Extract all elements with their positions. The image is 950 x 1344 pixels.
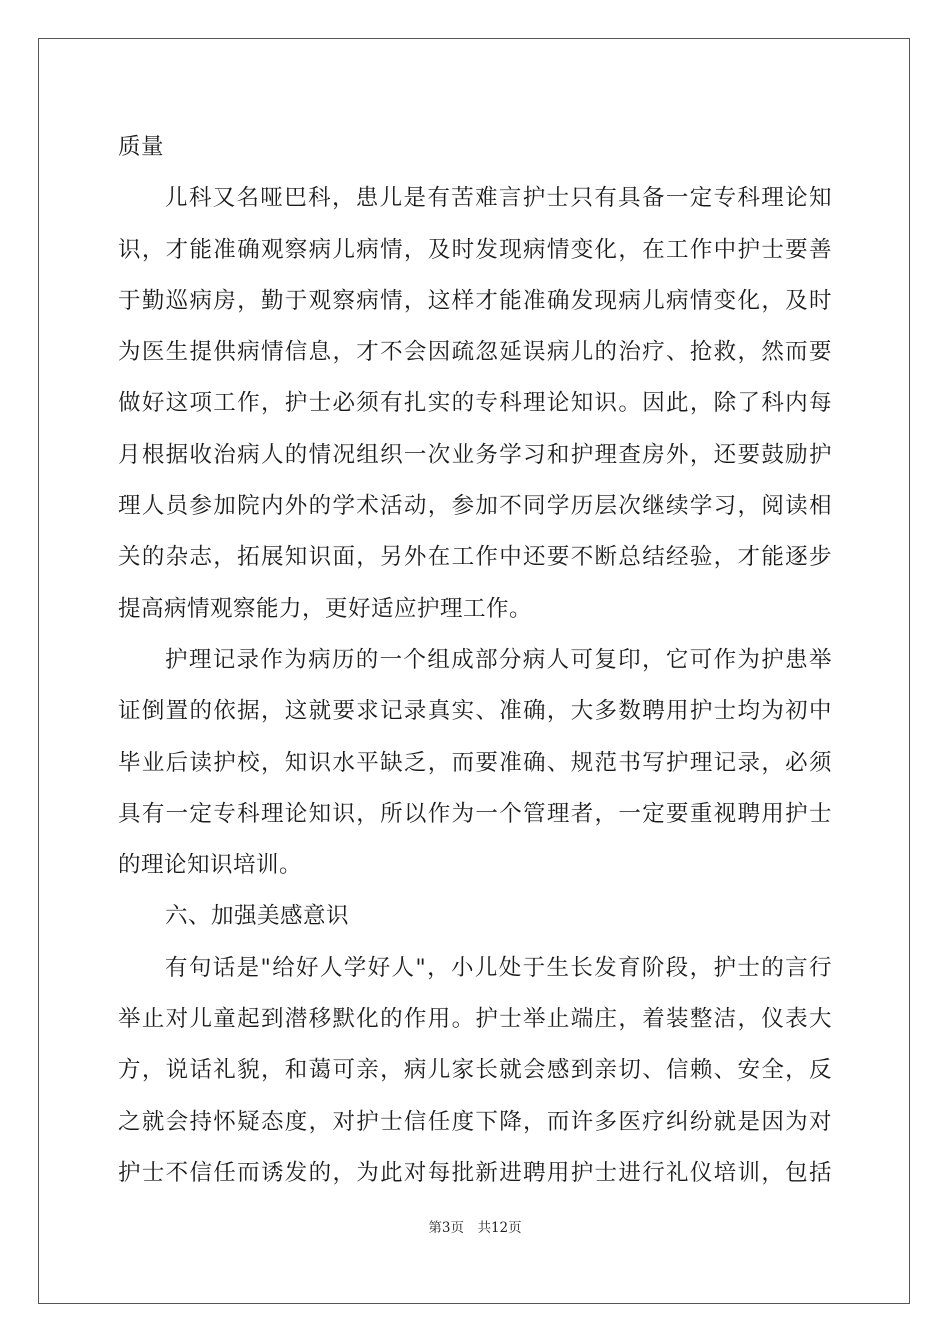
paragraph-line: 举止对儿童起到潜移默化的作用。护士举止端庄，着装整洁，仪表大 xyxy=(118,1006,832,1033)
paragraph-line: 的理论知识培训。 xyxy=(118,852,303,879)
paragraph-line-first: 六、加强美感意识 xyxy=(165,903,350,930)
paragraph-line-first: 有句话是"给好人学好人"，小儿处于生长发育阶段，护士的言行 xyxy=(165,954,832,981)
paragraph-line: 关的杂志，拓展知识面，另外在工作中还要不断总结经验，才能逐步 xyxy=(118,544,832,571)
paragraph-line: 理人员参加院内外的学术活动，参加不同学历层次继续学习，阅读相 xyxy=(118,493,832,520)
paragraph-line: 护士不信任而诱发的，为此对每批新进聘用护士进行礼仪培训，包括 xyxy=(118,1159,832,1186)
document-body xyxy=(118,122,832,1199)
paragraph-line-first: 质量 xyxy=(118,134,165,160)
paragraph-line: 提高病情观察能力，更好适应护理工作。 xyxy=(118,595,533,622)
paragraph-line: 月根据收治病人的情况组织一次业务学习和护理查房外，还要鼓励护 xyxy=(118,441,832,468)
page-footer: 第3页 共12页 xyxy=(428,1220,522,1236)
paragraph-line: 识，才能准确观察病儿病情，及时发现病情变化，在工作中护士要善 xyxy=(118,236,832,263)
paragraph-line: 具有一定专科理论知识，所以作为一个管理者，一定要重视聘用护士 xyxy=(118,800,832,827)
paragraph-line: 之就会持怀疑态度，对护士信任度下降，而许多医疗纠纷就是因为对 xyxy=(118,1108,832,1135)
paragraph-line: 于勤巡病房，勤于观察病情，这样才能准确发现病儿病情变化，及时 xyxy=(118,287,832,314)
paragraph-line: 毕业后读护校，知识水平缺乏，而要准确、规范书写护理记录，必须 xyxy=(118,749,832,776)
paragraph-line: 为医生提供病情信息，才不会因疏忽延误病儿的治疗、抢救，然而要 xyxy=(118,339,832,366)
paragraph-line-first: 儿科又名哑巴科，患儿是有苦难言护士只有具备一定专科理论知 xyxy=(165,185,832,212)
paragraph-line: 方，说话礼貌，和蔼可亲，病儿家长就会感到亲切、信赖、安全，反 xyxy=(118,1057,832,1084)
paragraph-line-first: 护理记录作为病历的一个组成部分病人可复印，它可作为护患举 xyxy=(165,646,832,673)
paragraph-line: 证倒置的依据，这就要求记录真实、准确，大多数聘用护士均为初中 xyxy=(118,698,832,725)
paragraph-line: 做好这项工作，护士必须有扎实的专科理论知识。因此，除了科内每 xyxy=(118,390,832,417)
